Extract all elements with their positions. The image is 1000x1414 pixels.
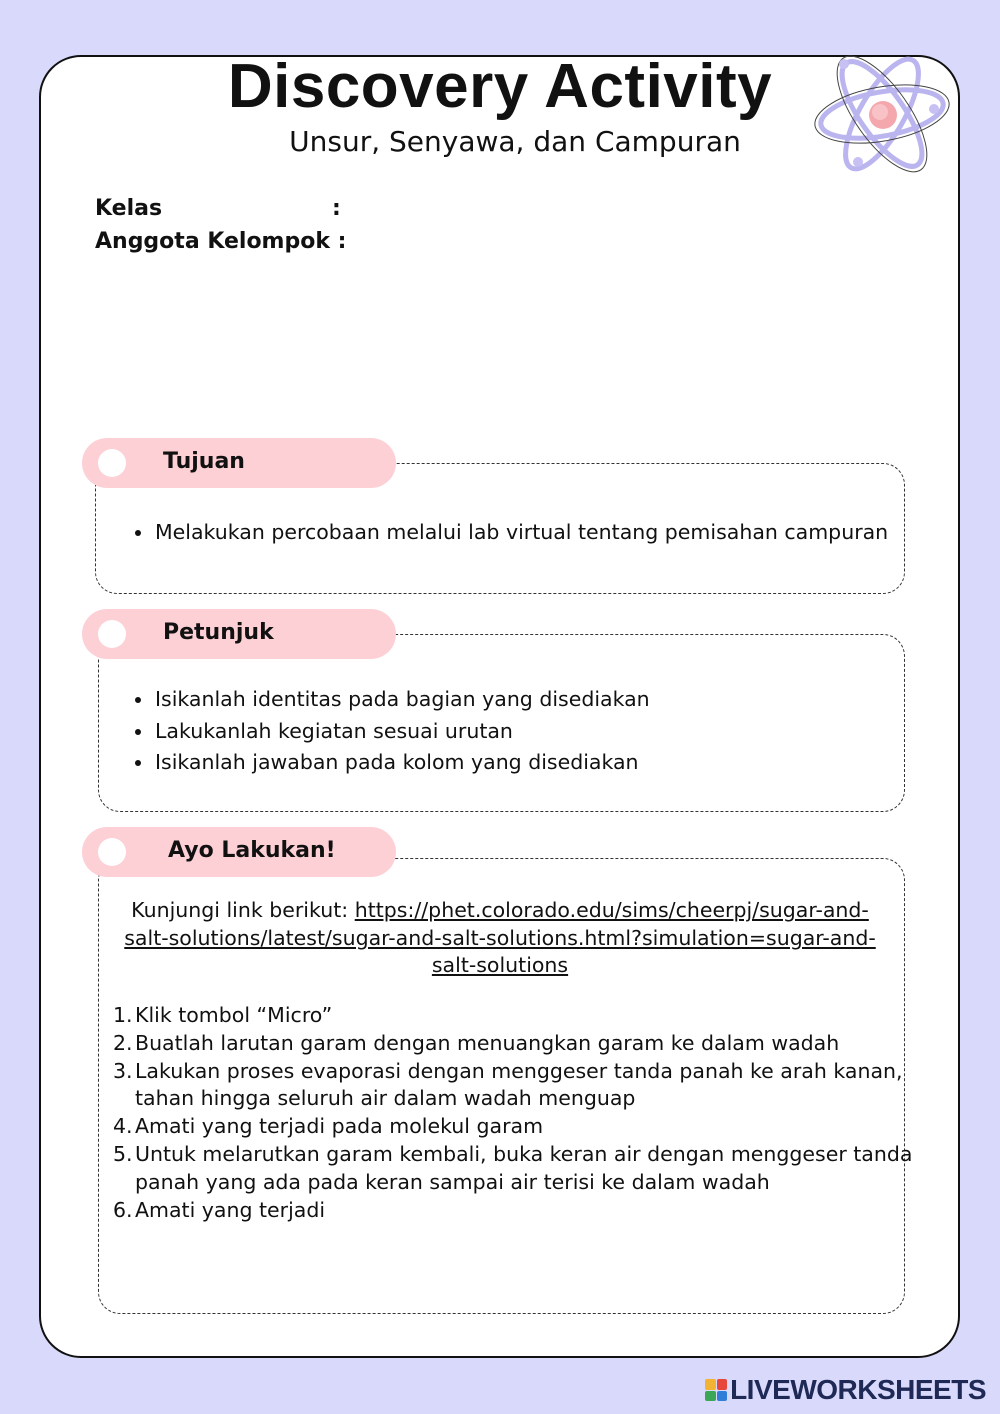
link-line: salt-solutions/latest/sugar-and-salt-solutions.html?simulation=sugar-and-: [124, 925, 876, 950]
tujuan-list: [135, 517, 888, 549]
step-number: 5.: [113, 1141, 133, 1166]
class-field: [95, 194, 341, 224]
step-number: 3.: [113, 1058, 133, 1083]
petunjuk-list: [135, 684, 650, 779]
class-colon: :: [332, 196, 341, 221]
step-number: 6.: [113, 1197, 133, 1222]
list-item: Melakukan percobaan melalui lab virtual tentang pemisahan campuran: [135, 517, 888, 549]
link-intro: Kunjungi link berikut:: [131, 898, 349, 922]
ayo-dot: [98, 838, 126, 866]
petunjuk-heading: Petunjuk: [163, 620, 274, 645]
brand-name: LIVEWORKSHEETS: [730, 1374, 986, 1405]
step-number: 2.: [113, 1030, 133, 1055]
page-title: Discovery Activity: [227, 52, 773, 121]
tujuan-header: [82, 438, 396, 488]
step-text: Amati yang terjadi pada molekul garam: [135, 1114, 544, 1139]
step-text: panah yang ada pada keran sampai air terisi ke dalam wadah: [135, 1169, 770, 1194]
group-colon: :: [337, 229, 347, 254]
ayo-header: [82, 827, 396, 877]
link-line: salt-solutions: [431, 953, 569, 977]
link-line: https://phet.colorado.edu/sims/cheerpj/sugar-and-: [354, 898, 869, 922]
list-item: Isikanlah jawaban pada kolom yang disediakan: [135, 747, 650, 779]
ayo-heading: Ayo Lakukan!: [168, 838, 336, 863]
step-text: Klik tombol “Micro”: [135, 1003, 333, 1027]
step-text: Lakukan proses evaporasi dengan menggeser tanda panah ke arah kanan,: [135, 1058, 903, 1083]
tujuan-heading: Tujuan: [163, 449, 245, 474]
list-item: [113, 1030, 912, 1058]
step-number: 4.: [113, 1114, 133, 1139]
petunjuk-dot: [98, 620, 126, 648]
list-item: Isikanlah identitas pada bagian yang disediakan: [135, 684, 650, 716]
step-number: 1.: [113, 1003, 133, 1027]
step-text: Amati yang terjadi: [135, 1197, 326, 1222]
group-field: [95, 227, 346, 257]
list-item: [113, 1002, 912, 1030]
liveworksheets-logo[interactable]: [705, 1375, 986, 1405]
list-item: [113, 1141, 912, 1197]
list-item: [113, 1113, 912, 1141]
brand-logo-icon: [705, 1379, 727, 1401]
step-text: Buatlah larutan garam dengan menuangkan garam ke dalam wadah: [135, 1030, 840, 1055]
step-text: Untuk melarutkan garam kembali, buka keran air dengan menggeser tanda: [135, 1141, 913, 1166]
steps-list: [113, 1002, 912, 1224]
list-item: [113, 1058, 912, 1114]
tujuan-dot: [98, 449, 126, 477]
group-label: Anggota Kelompok: [95, 229, 330, 254]
class-label: Kelas: [95, 196, 163, 221]
page-subtitle: Unsur, Senyawa, dan Campuran: [289, 125, 741, 158]
atom-icon: [810, 52, 955, 182]
step-text: tahan hingga seluruh air dalam wadah menguap: [135, 1086, 636, 1111]
list-item: Lakukanlah kegiatan sesuai urutan: [135, 716, 650, 748]
petunjuk-header: [82, 609, 396, 659]
list-item: [113, 1197, 912, 1225]
link-paragraph: [110, 897, 890, 980]
